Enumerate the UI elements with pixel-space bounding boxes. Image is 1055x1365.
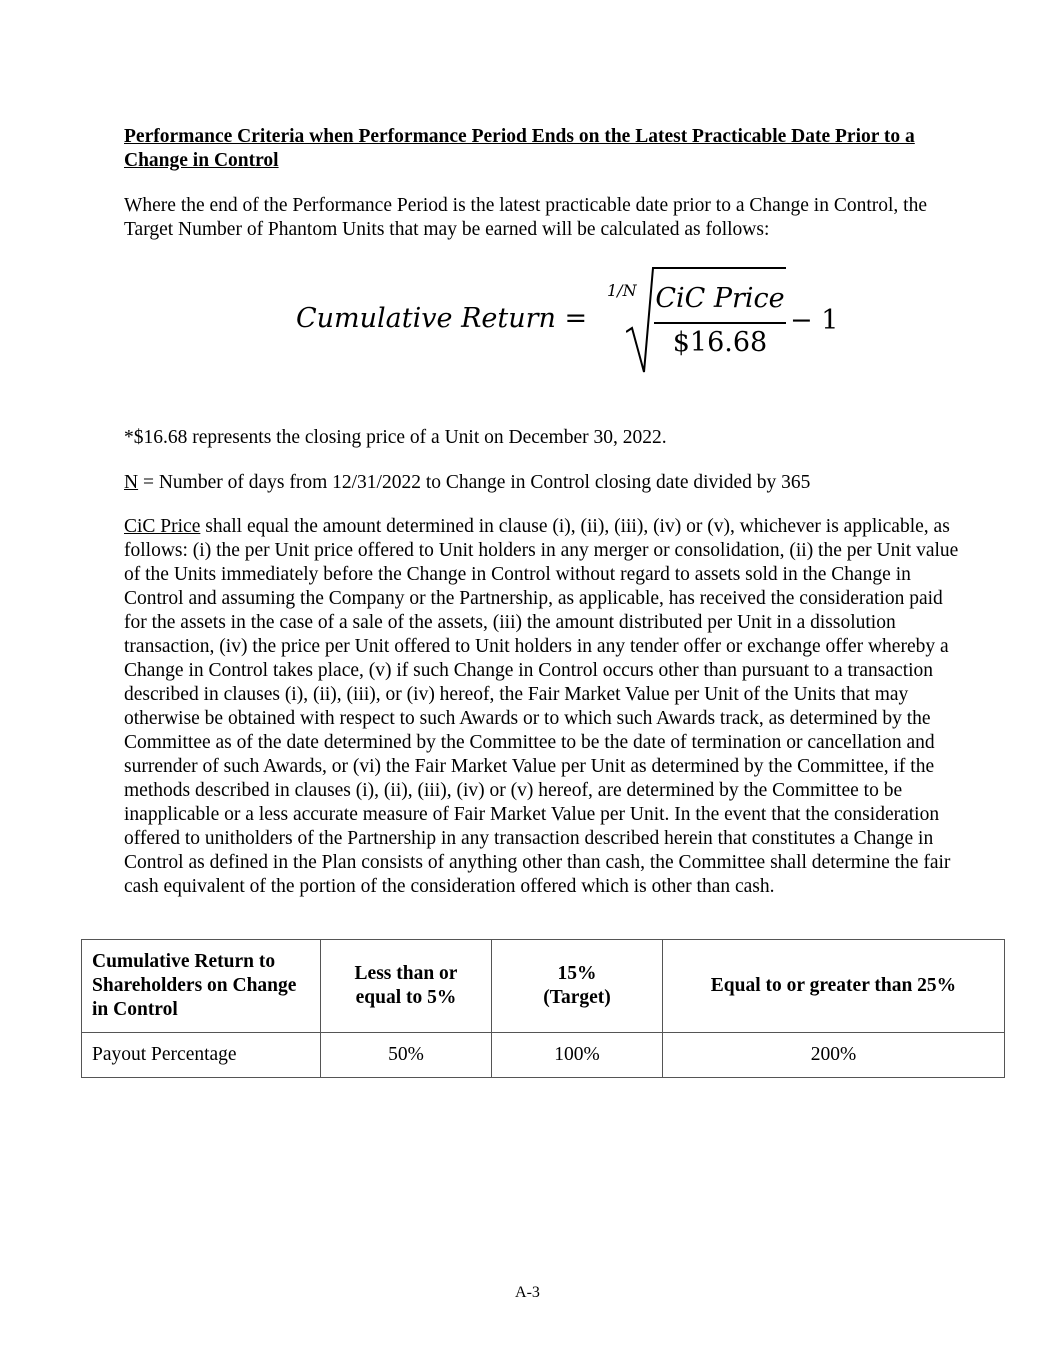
- header-target-line2: (Target): [543, 987, 611, 1008]
- header-cell-threshold: [321, 940, 492, 1033]
- payout-target-cell: 100%: [492, 1033, 663, 1078]
- table-header-row: [82, 940, 1005, 1033]
- intro-paragraph: Where the end of the Performance Period is the latest practicable date prior to a Change in Control, the Target Number of Phantom Units that may be earned will be calculated as follows:: [124, 195, 928, 240]
- header-cell-metric: Cumulative Return to Shareholders on Change in Control: [82, 940, 321, 1033]
- header-threshold-line2: equal to 5%: [355, 987, 457, 1008]
- header-cell-maximum: Equal to or greater than 25%: [663, 940, 1005, 1033]
- formula-denominator: $16.68: [672, 327, 768, 358]
- payout-table: [81, 939, 1005, 1078]
- formula-root-index: 1/N: [607, 281, 637, 300]
- section-heading: Performance Criteria when Performance Period Ends on the Latest Practicable Date Prior to a Change in Control: [124, 126, 915, 171]
- payout-threshold-cell: 50%: [321, 1033, 492, 1078]
- formula-rhs: − 1: [790, 305, 839, 336]
- payout-maximum-cell: 200%: [663, 1033, 1005, 1078]
- table-row: [82, 1033, 1005, 1078]
- n-term: N: [124, 472, 139, 493]
- cumulative-return-formula: [296, 264, 856, 384]
- n-definition-text: = Number of days from 12/31/2022 to Change in Control closing date divided by 365: [138, 472, 811, 493]
- header-target-line1: 15%: [557, 963, 597, 984]
- cic-price-term: CiC Price: [124, 516, 201, 537]
- footnote: *$16.68 represents the closing price of a Unit on December 30, 2022.: [124, 427, 667, 448]
- fraction-bar: [654, 322, 786, 324]
- header-cell-target: [492, 940, 663, 1033]
- cic-price-definition-text: shall equal the amount determined in clause (i), (ii), (iii), (iv) or (v), whichever is applicable, as follows: (i) the per Unit price offered to Unit holders in any merger or consolidation, (ii) the per Unit value of the Units immediately before the Change in Control without regard to assets sold in the Change in Control and assuming the Company or the Partnership, as applicable, has received the consideration paid for the assets in the case of a sale of the assets, (iii) the amount distributed per Unit in a dissolution transaction, (iv) the price per Unit offered to Unit holders in any tender offer or exchange offer whereby a Change in Control takes place, (v) if such Change in Control occurs other than pursuant to a transaction described in clauses (i), (ii), (iii), or (iv) hereof, the Fair Market Value per Unit of the Units that may otherwise be obtained with respect to such Awards or to which such Awards track, as determined by the Committee as of the date determined by the Committee to be the date of termination or cancellation and surrender of such Awards, or (vi) the Fair Market Value per Unit as determined by the Committee, if the methods described in clauses (i), (ii), (iii), (iv) or (v) hereof, are determined by the Committee to be inapplicable or a less accurate measure of Fair Market Value per Unit. In the event that the consideration offered to unitholders of the Partnership in any transaction described herein that constitutes a Change in Control as defined in the Plan consists of anything other than cash, the Committee shall determine the fair cash equivalent of the portion of the consideration offered which is other than cash.: [124, 516, 959, 897]
- formula-lhs: Cumulative Return =: [296, 303, 588, 334]
- n-definition: [124, 471, 964, 495]
- row-label: Payout Percentage: [82, 1033, 321, 1078]
- header-threshold-line1: Less than or: [354, 963, 458, 984]
- cic-price-definition: [124, 515, 964, 899]
- page-number: A-3: [515, 1284, 540, 1301]
- formula-numerator: CiC Price: [655, 283, 785, 314]
